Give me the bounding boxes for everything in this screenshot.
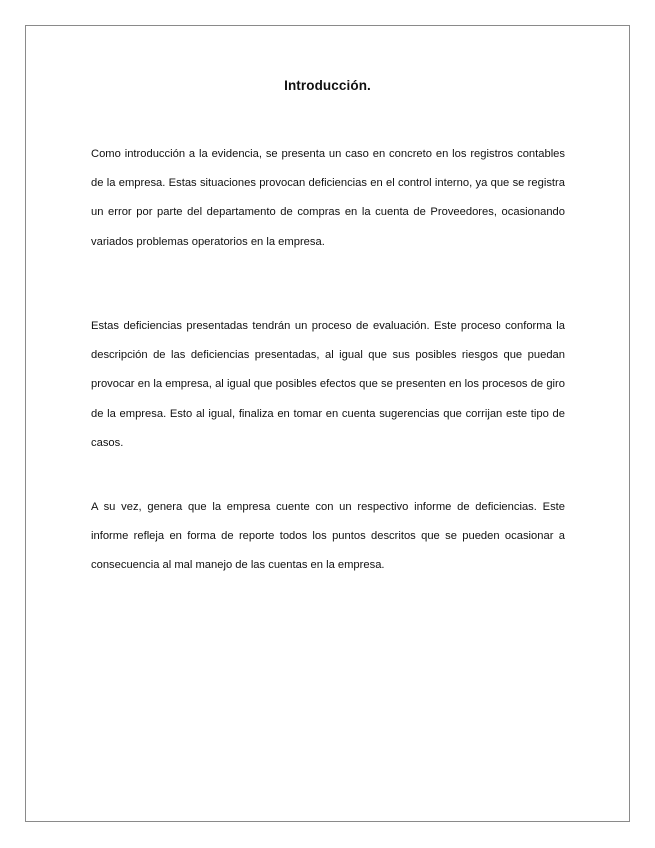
- paragraph-2: Estas deficiencias presentadas tendrán un proceso de evaluación. Este proceso conforma la descripción de las deficiencias presentadas, al igual que sus posibles riesgos que puedan provocar en la empresa, al igual que posibles efectos que se presenten en los procesos de giro de la empresa. Esto al igual, finaliza en tomar en cuenta sugerencias que corrijan este tipo de casos.: [91, 320, 565, 449]
- page-title: Introducción.: [284, 78, 371, 93]
- paragraph-3: A su vez, genera que la empresa cuente con un respectivo informe de deficiencias. Este informe refleja en forma de reporte todos los puntos descritos que se pueden ocasionar a consecuencia al mal manejo de las cuentas en la empresa.: [91, 501, 565, 572]
- paragraph-1: Como introducción a la evidencia, se presenta un caso en concreto en los registros contables de la empresa. Estas situaciones provocan deficiencias en el control interno, ya que se registra un error por parte del departamento de compras en la cuenta de Proveedores, ocasionando variados problemas operatorios en la empresa.: [91, 148, 565, 248]
